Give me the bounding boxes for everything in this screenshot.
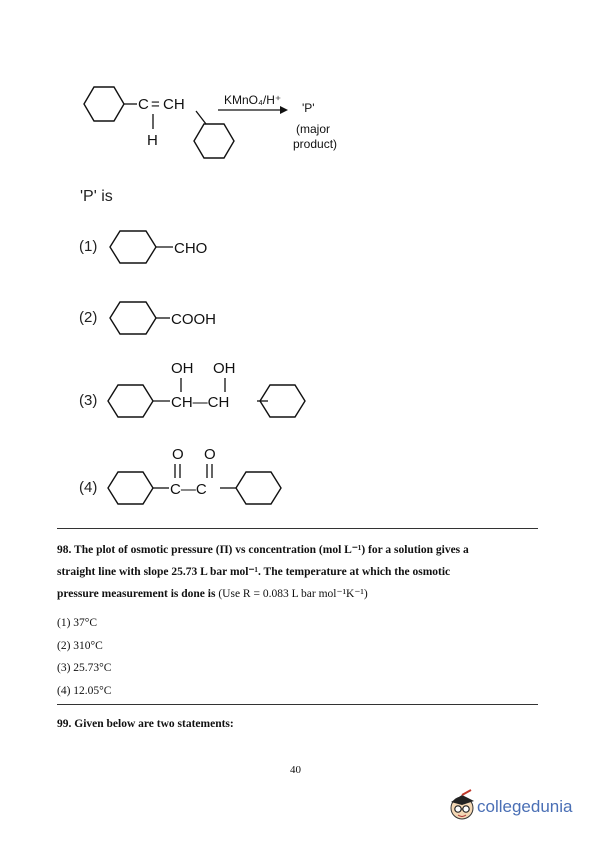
question-98-line: pressure measurement is done is (Use R = 0.083 L bar mol⁻¹K⁻¹) xyxy=(57,588,368,600)
option-2-group: COOH xyxy=(171,311,216,328)
question-99: 99. Given below are two statements: xyxy=(57,718,234,730)
choice-item: (1) 37°C xyxy=(57,617,98,629)
alkene-carbon-label: C xyxy=(138,96,149,113)
divider xyxy=(57,704,538,705)
option-3-oh: OH xyxy=(171,360,194,377)
option-1-number: (1) xyxy=(79,238,98,255)
arrow-head-icon xyxy=(280,106,288,114)
brand-logo xyxy=(447,786,587,826)
hydrogen-label: H xyxy=(147,132,158,149)
cyclohexane-ring xyxy=(110,302,156,334)
option-2-number: (2) xyxy=(79,309,98,326)
question-prompt: 'P' is xyxy=(80,188,113,205)
reagent-label: KMnO₄/H⁺ xyxy=(224,93,282,107)
page-number: 40 xyxy=(290,764,301,776)
product-note: (major xyxy=(296,122,331,136)
question-98-choices xyxy=(57,612,111,702)
option-1-group: CHO xyxy=(174,240,208,257)
option-4-number: (4) xyxy=(79,479,98,496)
double-bond-label: = xyxy=(151,96,160,113)
cyclohexane-ring xyxy=(194,124,234,158)
choice-item: (3) 25.73°C xyxy=(57,662,112,674)
cyclohexane-ring xyxy=(108,385,153,417)
product-label: 'P' xyxy=(302,101,315,115)
choice-item: (2) 310°C xyxy=(57,639,103,652)
brand-name: collegedunia xyxy=(477,797,573,816)
divider xyxy=(57,528,538,529)
alkene-ch-label: CH xyxy=(163,96,185,113)
question-98-line: 98. The plot of osmotic pressure (Π) vs concentration (mol L⁻¹) for a solution gives a xyxy=(57,544,469,556)
option-4-oxygen: O xyxy=(204,446,216,463)
option-3-number: (3) xyxy=(79,392,98,409)
question-98 xyxy=(57,539,538,605)
option-4-chain: C—C xyxy=(170,481,207,498)
option-4-oxygen: O xyxy=(172,446,184,463)
option-3-chain: CH—CH xyxy=(171,394,230,411)
product-note: product) xyxy=(293,137,338,151)
cyclohexane-ring xyxy=(84,87,124,121)
cyclohexane-ring xyxy=(108,472,153,504)
option-3-oh: OH xyxy=(213,360,236,377)
choice-item: (4) 12.05°C xyxy=(57,684,112,697)
cyclohexane-ring xyxy=(110,231,156,263)
cyclohexane-ring xyxy=(236,472,281,504)
question-98-line: straight line with slope 25.73 L bar mol⁻¹. The temperature at which the osmotic xyxy=(57,566,451,578)
